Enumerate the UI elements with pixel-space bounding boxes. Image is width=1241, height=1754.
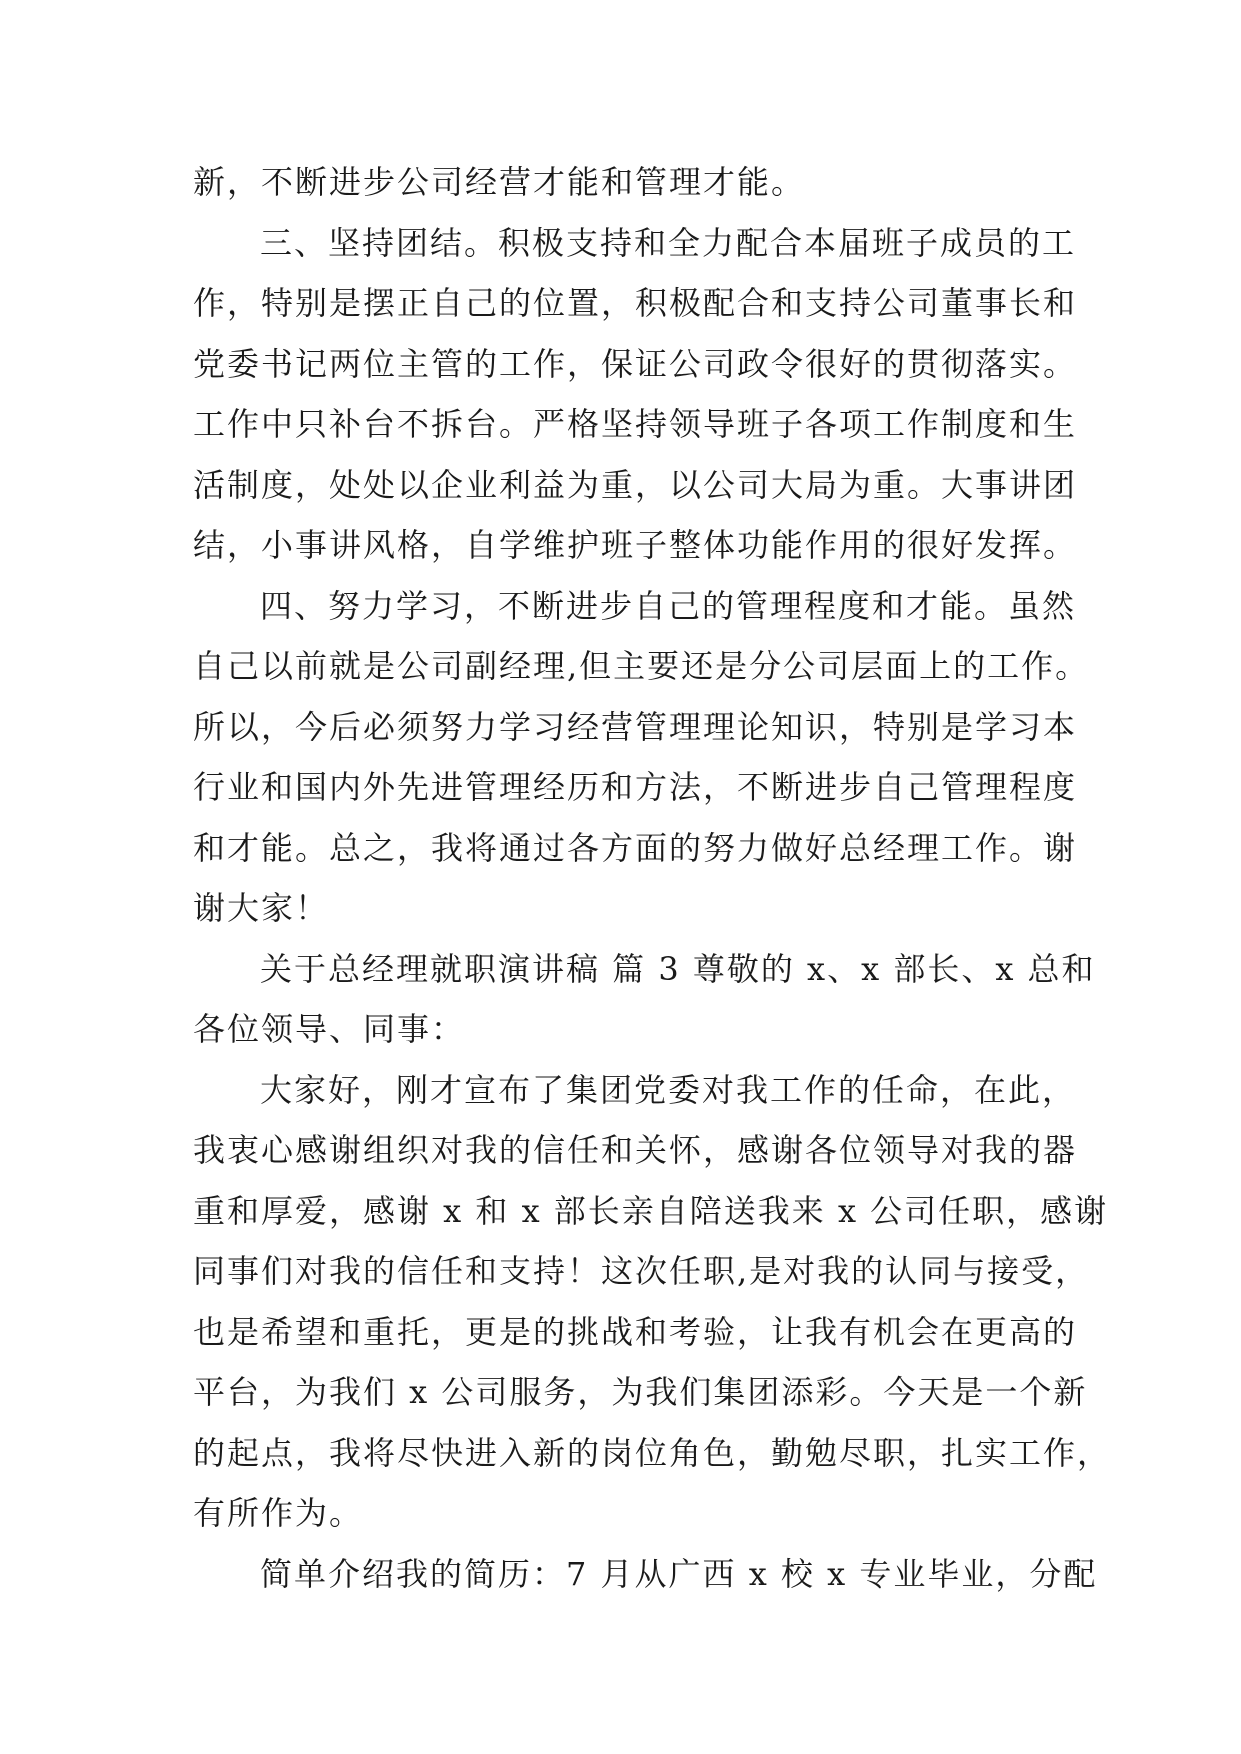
text-line: 同事们对我的信任和支持！这次任职,是对我的认同与接受， (193, 1252, 1090, 1290)
text-line: 各位领导、同事： (193, 1010, 466, 1048)
text-line: 的起点，我将尽快进入新的岗位角色，勤勉尽职，扎实工作， (193, 1433, 1112, 1472)
text-line: 四、努力学习，不断进步自己的管理程度和才能。虽然 (260, 586, 1077, 625)
text-line: 作，特别是摆正自己的位置，积极配合和支持公司董事长和 (193, 284, 1078, 322)
text-line: 行业和国内外先进管理经历和方法，不断进步自己管理程度 (193, 768, 1078, 806)
text-line: 平台，为我们 x 公司服务，为我们集团添彩。今天是一个新 (193, 1373, 1088, 1411)
text-line: 我衷心感谢组织对我的信任和关怀，感谢各位领导对我的器 (193, 1131, 1078, 1169)
document-body (193, 152, 1112, 1604)
text-line: 结，小事讲风格，自学维护班子整体功能作用的很好发挥。 (193, 526, 1078, 564)
text-line: 三、坚持团结。积极支持和全力配合本届班子成员的工 (260, 223, 1077, 262)
text-line: 关于总经理就职演讲稿 篇 3 尊敬的 x、x 部长、x 总和 (260, 949, 1096, 988)
text-line: 大家好，刚才宣布了集团党委对我工作的任命，在此， (260, 1070, 1077, 1109)
text-line: 也是希望和重托，更是的挑战和考验，让我有机会在更高的 (193, 1312, 1078, 1351)
text-line: 自己以前就是公司副经理,但主要还是分公司层面上的工作。 (193, 647, 1090, 685)
text-line: 所以，今后必须努力学习经营管理理论知识，特别是学习本 (193, 707, 1078, 746)
text-line: 工作中只补台不拆台。严格坚持领导班子各项工作制度和生 (193, 405, 1078, 443)
text-line: 简单介绍我的简历：7 月从广西 x 校 x 专业毕业，分配 (260, 1554, 1098, 1593)
text-line: 有所作为。 (193, 1494, 364, 1532)
text-line: 谢大家！ (193, 889, 330, 927)
text-line: 重和厚爱，感谢 x 和 x 部长亲自陪送我来 x 公司任职，感谢 (193, 1191, 1109, 1230)
text-line: 活制度，处处以企业利益为重，以公司大局为重。大事讲团 (193, 465, 1078, 504)
text-line: 和才能。总之，我将通过各方面的努力做好总经理工作。谢 (193, 828, 1078, 867)
text-line: 党委书记两位主管的工作，保证公司政令很好的贯彻落实。 (193, 344, 1078, 383)
text-line: 新，不断进步公司经营才能和管理才能。 (193, 163, 806, 201)
